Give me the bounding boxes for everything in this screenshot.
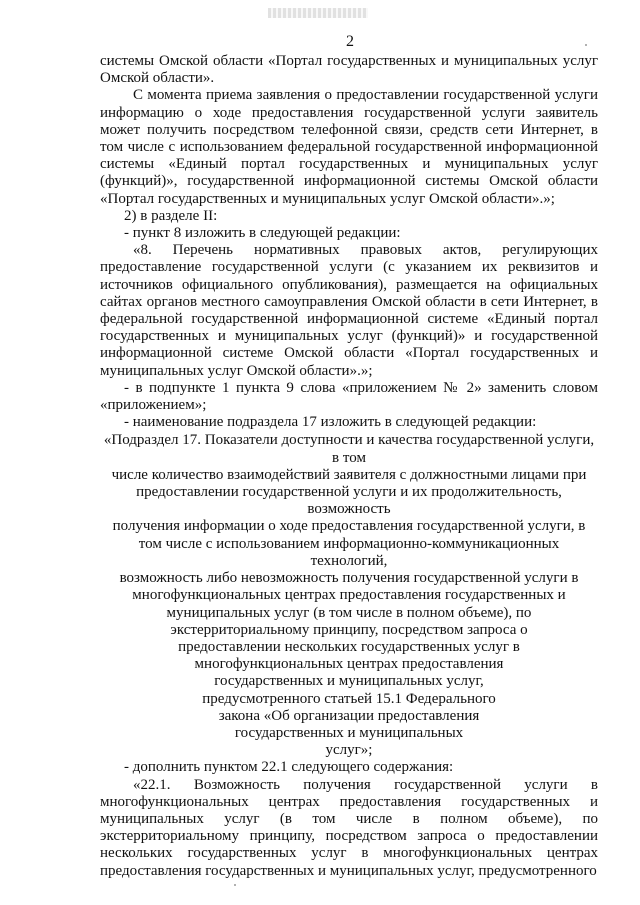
paragraph-item-8-intro: - пункт 8 изложить в следующей редакции: — [124, 225, 401, 242]
heading-line: числе количество взаимодействий заявителя с должностными лицами при — [111, 466, 587, 483]
scan-speck — [234, 884, 236, 886]
heading-line: государственных и муниципальных — [234, 724, 464, 741]
heading-line: муниципальных услуг (в том числе в полном объеме), по — [166, 604, 532, 621]
heading-line: предоставлении государственной услуги и их продолжительность, возможность — [136, 484, 562, 518]
paragraph-status-info: С момента приема заявления о предоставлении государственной услуги информацию о ходе предоставления государственной услуги заявитель может получить посредством телефонной связи, средств сети Интернет, в том числе с использованием федеральной государственной информационной системы «Единый портал государственных и муниципальных услуг (функций)», государственной информационной системы Омской области «Портал государственных и муниципальных услуг Омской области».»; — [100, 87, 598, 207]
paragraph-item-8-text: «8. Перечень нормативных правовых актов, регулирующих предоставление государственной услуги (с указанием их реквизитов и источников официального опубликования), размещается на официальных сайтах органов местного самоуправления Омской области в сети Интернет, в федеральной государственной информационной системе «Единый портал государственных и муниципальных услуг (функций)» и государственной информационной системе Омской области «Портал государственных и муниципальных услуг Омской области».»; — [100, 242, 598, 379]
heading-line: закона «Об организации предоставления — [218, 707, 480, 724]
heading-line: возможность либо невозможность получения государственной услуги в — [119, 570, 579, 587]
heading-line: экстерриториальному принципу, посредством запроса о — [170, 621, 528, 638]
paragraph-subsection-17-intro: - наименование подраздела 17 изложить в следующей редакции: — [124, 414, 537, 431]
heading-line: многофункциональных центрах предоставления — [194, 656, 504, 673]
paragraph-item-9: - в подпункте 1 пункта 9 слова «приложением № 2» заменить словом «приложением»; — [100, 379, 598, 414]
paragraph-continuation: системы Омской области «Портал государственных и муниципальных услуг Омской области». — [100, 53, 598, 87]
paragraph-item-22-1-text: «22.1. Возможность получения государственной услуги в многофункциональных центрах предоставления государственных и муниципальных услуг (в том числе в полном объеме), по экстерриториальному принципу, посредством запроса о предоставлении нескольких государственных услуг в многофункциональных центрах предоставления государственных и муниципальных услуг, предусмотренного — [100, 776, 598, 879]
paragraph-item-22-1-intro: - дополнить пунктом 22.1 следующего содержания: — [124, 759, 454, 776]
heading-line: многофункциональных центрах предоставления государственных и — [132, 587, 566, 604]
subsection-17-heading — [100, 432, 598, 759]
heading-line: государственных и муниципальных услуг, — [214, 673, 484, 690]
heading-line: услуг»; — [325, 742, 373, 759]
heading-line: «Подраздел 17. Показатели доступности и качества государственной услуги, в том — [103, 432, 595, 466]
heading-line: получения информации о ходе предоставления государственной услуги, в — [112, 518, 586, 535]
heading-line: том числе с использованием информационно-коммуникационных технологий, — [138, 535, 560, 569]
scan-speck — [585, 44, 587, 46]
header-stamp — [268, 8, 368, 18]
document-body — [100, 53, 598, 880]
page-number: 2 — [346, 33, 354, 50]
paragraph-section-ii: 2) в разделе II: — [124, 207, 218, 224]
heading-line: предоставлении нескольких государственных услуг в — [178, 638, 520, 655]
heading-line: предусмотренного статьей 15.1 Федерального — [202, 690, 496, 707]
